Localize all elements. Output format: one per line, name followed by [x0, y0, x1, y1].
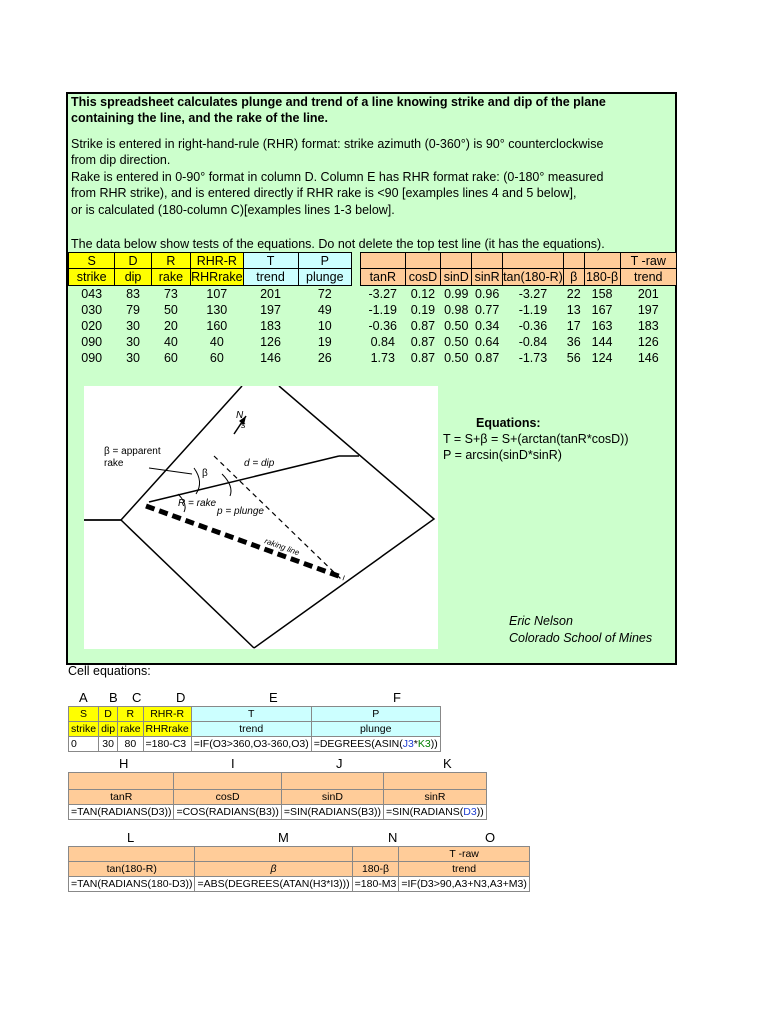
- intro-line-1: This spreadsheet calculates plunge and trend of a line knowing strike and dip of the plane: [71, 95, 606, 109]
- cell: 158: [591, 286, 613, 301]
- cell: 0.77: [474, 302, 500, 317]
- formula-part: )): [476, 806, 484, 818]
- intro-line-2: containing the line, and the rake of the line.: [71, 111, 328, 125]
- eq-cell-k3[interactable]: [383, 805, 486, 820]
- cell: 22: [566, 286, 581, 301]
- header-strike: strike: [69, 269, 115, 286]
- cell: 020: [81, 318, 103, 333]
- cell: 49: [317, 302, 332, 317]
- cell: -3.27: [518, 286, 548, 301]
- beta-leader: [149, 468, 192, 474]
- plunge-arc: [222, 474, 231, 496]
- cell: 20: [163, 318, 178, 333]
- column-letter: K: [443, 756, 452, 771]
- column-letter: B: [109, 690, 118, 705]
- eq-header-sinr: sinR: [383, 790, 486, 805]
- header-blank: [472, 253, 503, 269]
- eq-cell-m3[interactable]: =ABS(DEGREES(ATAN(H3*I3))): [195, 877, 352, 892]
- column-letter: F: [393, 690, 401, 705]
- eq-header-tanr: tanR: [69, 790, 174, 805]
- s-label: s: [241, 420, 246, 430]
- cell: 201: [637, 286, 659, 301]
- header-rake: rake: [151, 269, 190, 286]
- header-blank: [441, 253, 472, 269]
- table-row: [361, 334, 677, 350]
- intro-line-5: Rake is entered in 0-90° format in column D. Column E has RHR format rake: (0-180° measured: [71, 170, 604, 184]
- eq-header-beta: β: [195, 862, 352, 877]
- header-r: R: [151, 253, 190, 269]
- cell: 107: [206, 286, 228, 301]
- cell: 0.96: [474, 286, 500, 301]
- cell: 10: [317, 318, 332, 333]
- cell: 26: [317, 350, 332, 365]
- eq-header-180-beta: 180-β: [352, 862, 399, 877]
- dip-label: d = dip: [244, 458, 275, 469]
- cell: 1.73: [370, 350, 395, 365]
- cell: 0.99: [444, 286, 469, 301]
- cell: 19: [317, 334, 332, 349]
- cell: -0.36: [368, 318, 398, 333]
- cell: 146: [260, 350, 281, 365]
- cell: 163: [591, 318, 613, 333]
- header-cosd: cosD: [405, 269, 441, 286]
- cell: 0.19: [410, 302, 436, 317]
- eq-header-rhr-r: RHR-R: [143, 707, 191, 722]
- cell: 0.34: [474, 318, 500, 333]
- peach-cell: [174, 773, 281, 790]
- eq-header-rake: rake: [118, 722, 143, 737]
- eq-cell-j3[interactable]: =SIN(RADIANS(B3)): [281, 805, 383, 820]
- formula-ref-d3: D3: [463, 806, 477, 818]
- cell: 0.50: [444, 334, 469, 349]
- cell: 126: [637, 334, 659, 349]
- formula-part: =DEGREES(ASIN(: [313, 738, 403, 750]
- cell: -0.36: [518, 318, 548, 333]
- eq-cell-i3[interactable]: =COS(RADIANS(B3)): [174, 805, 281, 820]
- cell: -1.19: [518, 302, 548, 317]
- cell: 17: [566, 318, 581, 333]
- eq-cell-d3[interactable]: =180-C3: [143, 737, 191, 752]
- formula-ref-j3: J3: [402, 738, 414, 750]
- cell: 83: [126, 286, 140, 301]
- header-sinr: sinR: [472, 269, 503, 286]
- eq-cell-f3[interactable]: [311, 737, 440, 752]
- cell: 50: [163, 302, 178, 317]
- eq-header-sind: sinD: [281, 790, 383, 805]
- geometry-figure: [84, 386, 438, 649]
- header-trend-raw: trend: [620, 269, 676, 286]
- cell: 30: [126, 350, 140, 365]
- eq-header-dip: dip: [99, 722, 118, 737]
- column-letter: N: [388, 830, 398, 845]
- dip-direction-line: [214, 456, 342, 580]
- header-rhrrake: RHRrake: [191, 270, 243, 284]
- left-data-table: [68, 252, 352, 366]
- cell: -1.73: [518, 350, 548, 365]
- eq-cell-c3[interactable]: 80: [118, 737, 143, 752]
- header-blank: [503, 253, 564, 269]
- plunge-label: p = plunge: [217, 506, 264, 517]
- cell: 0.84: [370, 334, 395, 349]
- table-row: [69, 334, 352, 350]
- plane-edge-lower: [84, 520, 254, 648]
- column-letter: J: [336, 756, 343, 771]
- cell: 043: [81, 286, 103, 301]
- cell: 160: [206, 318, 228, 333]
- beta-symbol: β: [202, 468, 208, 479]
- formula-ref-k3: K3: [417, 738, 431, 750]
- cell: 0.64: [474, 334, 500, 349]
- intro-line-7: or is calculated (180-column C)[examples lines 1-3 below].: [71, 203, 395, 217]
- table-row: [69, 302, 352, 318]
- eq-cell-n3[interactable]: =180-M3: [352, 877, 399, 892]
- cell: 60: [163, 350, 178, 365]
- cell: 60: [209, 350, 224, 365]
- header-s: S: [69, 253, 115, 269]
- cell: 36: [566, 334, 581, 349]
- table-row: [361, 286, 677, 302]
- beta-apparent-label: β = apparent: [104, 446, 161, 457]
- header-blank: [563, 253, 584, 269]
- equation-trend: T = S+β = S+(arctan(tanR*cosD)): [443, 432, 629, 446]
- peach-cell: [69, 773, 174, 790]
- eq-header-tan180r: tan(180-R): [69, 862, 195, 877]
- cell: 0.87: [474, 350, 500, 365]
- header-180-beta: 180-β: [585, 270, 619, 284]
- cell: 73: [163, 286, 178, 301]
- intro-line-8: The data below show tests of the equations. Do not delete the top test line (it has the equations).: [71, 237, 605, 251]
- eq-header-trend: trend: [399, 862, 529, 877]
- right-computed-table: [360, 252, 677, 366]
- header-sind: sinD: [441, 269, 472, 286]
- column-letter: M: [278, 830, 289, 845]
- cell: 0.50: [444, 318, 469, 333]
- column-letter: O: [485, 830, 496, 845]
- north-label: N: [236, 410, 244, 421]
- cell: 090: [81, 350, 103, 365]
- formula-part: =SIN(RADIANS(: [385, 806, 464, 818]
- header-trend: trend: [243, 269, 298, 286]
- intro-line-4: from dip direction.: [71, 153, 171, 167]
- info-panel: [66, 92, 677, 665]
- cell-equations-label: Cell equations:: [68, 664, 151, 678]
- column-letter: C: [132, 690, 142, 705]
- cell: 183: [260, 318, 281, 333]
- cell: 167: [591, 302, 613, 317]
- header-plunge: plunge: [298, 269, 351, 286]
- eq-header-t-raw: T -raw: [399, 847, 529, 862]
- cell: 30: [126, 334, 140, 349]
- table-row: [69, 286, 352, 302]
- header-t-raw: T -raw: [620, 253, 676, 269]
- cell: 56: [566, 350, 581, 365]
- peach-cell: [281, 773, 383, 790]
- eq-header-trend: trend: [191, 722, 311, 737]
- cell: 0.87: [410, 350, 436, 365]
- table-row: [69, 350, 352, 366]
- intro-line-6: from RHR strike), and is entered directly if RHR rake is <90 [examples lines 4 and 5 below],: [71, 186, 577, 200]
- cell: 183: [637, 318, 659, 333]
- column-letter: I: [231, 756, 235, 771]
- cell: 40: [163, 334, 178, 349]
- plane-edge-right: [254, 386, 434, 648]
- cell: -0.84: [518, 334, 548, 349]
- cell-equation-table-2: [68, 772, 487, 820]
- eq-header-rhrrake: RHRrake: [143, 722, 191, 737]
- author-school: Colorado School of Mines: [509, 631, 653, 645]
- column-letter: L: [127, 830, 135, 845]
- peach-cell: [69, 847, 195, 862]
- cell: 090: [81, 334, 103, 349]
- column-letter: E: [269, 690, 278, 705]
- column-letter: H: [119, 756, 129, 771]
- header-beta: β: [563, 269, 584, 286]
- equation-plunge: P = arcsin(sinD*sinR): [443, 448, 562, 462]
- eq-header-d: D: [99, 707, 118, 722]
- table-row: [361, 350, 677, 366]
- eq-header-s: S: [69, 707, 99, 722]
- header-blank: [361, 253, 406, 269]
- eq-header-plunge: plunge: [311, 722, 440, 737]
- cell: 72: [317, 286, 332, 301]
- cell: 124: [591, 350, 613, 365]
- formula-part: *: [413, 738, 418, 750]
- eq-cell-h3[interactable]: =TAN(RADIANS(D3)): [69, 805, 174, 820]
- formula-part: )): [430, 738, 438, 750]
- cell: 0.98: [444, 302, 469, 317]
- header-d: D: [115, 253, 151, 269]
- cell: 146: [637, 350, 659, 365]
- beta-rake-label: rake: [104, 458, 124, 469]
- cell-equation-table-1: [68, 706, 441, 752]
- column-letter: D: [176, 690, 186, 705]
- header-blank: [405, 253, 441, 269]
- header-p: P: [298, 253, 351, 269]
- cell: 30: [126, 318, 140, 333]
- equations-title: Equations:: [476, 416, 541, 430]
- header-t: T: [243, 253, 298, 269]
- header-dip: dip: [115, 269, 151, 286]
- raking-line-label: raking line: [263, 536, 301, 558]
- eq-header-r: R: [118, 707, 143, 722]
- cell: 197: [637, 302, 659, 317]
- cell: 030: [81, 302, 103, 317]
- eq-header-cosd: cosD: [174, 790, 281, 805]
- table-row: [361, 302, 677, 318]
- column-letter: A: [79, 690, 88, 705]
- table-row: [361, 318, 677, 334]
- cell: -1.19: [368, 302, 398, 317]
- cell: 130: [206, 302, 228, 317]
- header-tan180r: tan(180-R): [503, 270, 563, 284]
- cell: 201: [260, 286, 281, 301]
- eq-cell-l3[interactable]: =TAN(RADIANS(180-D3)): [69, 877, 195, 892]
- cell: 40: [209, 334, 224, 349]
- eq-header-t: T: [191, 707, 311, 722]
- plane-diagram: [84, 386, 438, 649]
- cell: 0.87: [410, 318, 436, 333]
- header-tanr: tanR: [361, 269, 406, 286]
- cell-equation-table-3: [68, 846, 530, 892]
- eq-header-strike: strike: [69, 722, 99, 737]
- cell: 144: [591, 334, 613, 349]
- cell: 0.12: [410, 286, 436, 301]
- eq-cell-b3[interactable]: 30: [99, 737, 118, 752]
- intro-line-3: Strike is entered in right-hand-rule (RHR) format: strike azimuth (0-360°) is 90° counterclockwise: [71, 137, 604, 151]
- peach-cell: [195, 847, 352, 862]
- eq-cell-a3[interactable]: 0: [69, 737, 99, 752]
- cell: 0.50: [444, 350, 469, 365]
- author-name: Eric Nelson: [509, 614, 573, 628]
- eq-cell-e3[interactable]: =IF(O3>360,O3-360,O3): [191, 737, 311, 752]
- peach-cell: [383, 773, 486, 790]
- cell: -3.27: [368, 286, 398, 301]
- cell: 197: [260, 302, 281, 317]
- rake-label: R = rake: [178, 498, 217, 509]
- peach-cell: [352, 847, 399, 862]
- cell: 13: [566, 302, 581, 317]
- eq-header-p: P: [311, 707, 440, 722]
- eq-cell-o3[interactable]: =IF(D3>90,A3+N3,A3+M3): [399, 877, 529, 892]
- header-rhr-r: RHR-R: [191, 253, 243, 269]
- cell: 126: [260, 334, 281, 349]
- table-row: [69, 318, 352, 334]
- cell: 0.87: [410, 334, 436, 349]
- header-blank: [584, 253, 620, 269]
- cell: 79: [126, 302, 140, 317]
